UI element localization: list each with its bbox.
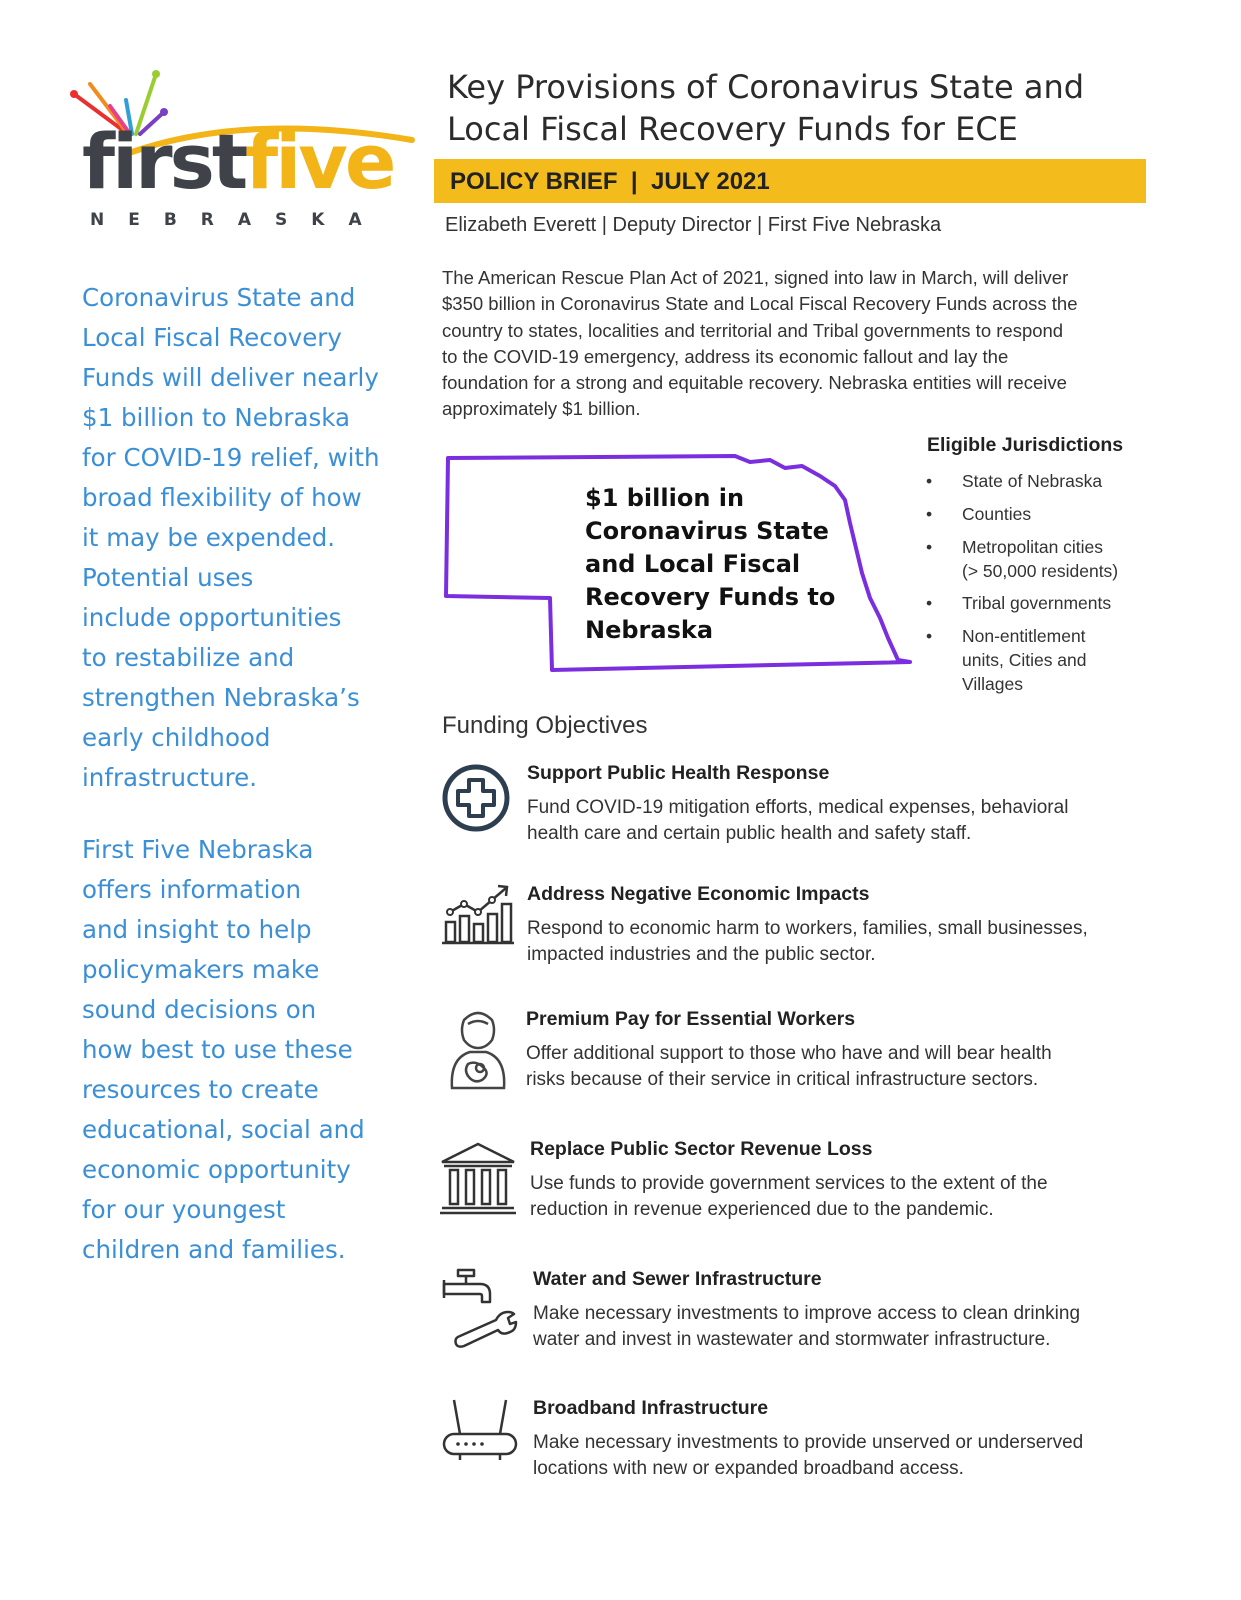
bullet: •: [926, 471, 933, 491]
logo-five: five: [245, 117, 394, 206]
objective-desc: [533, 1301, 1080, 1353]
sidebar-line: Coronavirus State and: [82, 283, 356, 312]
objective-desc-line: water and invest in wastewater and stormwater infrastructure.: [533, 1329, 1051, 1350]
jurisdiction-text: units, Cities and: [962, 650, 1087, 670]
map-text-line: and Local Fiscal: [585, 550, 801, 578]
title-line: Key Provisions of Coronavirus State and: [447, 68, 1085, 106]
objective-desc-line: health care and certain public health and safety staff.: [527, 823, 972, 844]
sidebar-line: First Five Nebraska: [82, 835, 314, 864]
sidebar-line: early childhood: [82, 723, 271, 752]
jurisdiction-item: [926, 469, 1146, 493]
sidebar-line: for COVID-19 relief, with: [82, 443, 380, 472]
sidebar-line: educational, social and: [82, 1115, 365, 1144]
bullet: •: [926, 593, 933, 613]
map-text-line: $1 billion in: [585, 484, 745, 512]
intro-line: approximately $1 billion.: [442, 398, 641, 420]
objective-desc: [533, 1430, 1083, 1482]
objective-desc-line: Respond to economic harm to workers, families, small businesses,: [527, 918, 1088, 939]
jurisdiction-text: Counties: [962, 504, 1032, 524]
logo-wordmark: [82, 117, 394, 206]
intro-line: to the COVID-19 emergency, address its economic fallout and lay the: [442, 345, 1009, 367]
objective-desc-line: Make necessary investments to improve access to clean drinking: [533, 1303, 1081, 1324]
map-text-line: Coronavirus State: [585, 517, 829, 545]
sidebar-line: and insight to help: [82, 915, 312, 944]
jurisdiction-item: [926, 591, 1146, 615]
sidebar-line: strengthen Nebraska’s: [82, 683, 360, 712]
funding-objectives-heading: Funding Objectives: [442, 712, 648, 739]
jurisdiction-text: Villages: [962, 674, 1023, 694]
intro-line: The American Rescue Plan Act of 2021, signed into law in March, will deliver: [442, 267, 1069, 288]
bullet: •: [926, 504, 933, 524]
sidebar-line: how best to use these: [82, 1035, 353, 1064]
government-building-icon: [438, 1140, 518, 1216]
objective-desc-line: reduction in revenue experienced due to the pandemic.: [530, 1199, 994, 1220]
sidebar-line: for our youngest: [82, 1195, 286, 1224]
sidebar-line: it may be expended.: [82, 523, 336, 552]
objective-title: Replace Public Sector Revenue Loss: [530, 1138, 873, 1160]
page-title: [447, 66, 1147, 150]
logo-first: first: [82, 117, 246, 206]
jurisdiction-item: [926, 624, 1146, 696]
policy-brief-label: POLICY BRIEF | JULY 2021: [450, 168, 770, 195]
first-five-logo: [68, 66, 394, 236]
sidebar-line: offers information: [82, 875, 301, 904]
objective-title: Premium Pay for Essential Workers: [526, 1008, 856, 1030]
objective-desc-line: impacted industries and the public sector.: [527, 944, 876, 965]
map-text-line: Recovery Funds to: [585, 583, 836, 611]
sidebar-line: broad flexibility of how: [82, 483, 362, 512]
sidebar-line: children and families.: [82, 1235, 346, 1264]
objective-desc-line: Make necessary investments to provide unserved or underserved: [533, 1432, 1084, 1453]
jurisdiction-item: [926, 502, 1146, 526]
sidebar-line: policymakers make: [82, 955, 320, 984]
objective-desc: [527, 795, 1068, 847]
sidebar-line: infrastructure.: [82, 763, 258, 792]
jurisdiction-text: Non-entitlement: [962, 626, 1086, 646]
bullet: •: [926, 626, 933, 646]
sidebar-line: resources to create: [82, 1075, 319, 1104]
map-callout-text: [585, 482, 865, 647]
objective-title: Support Public Health Response: [527, 762, 830, 784]
worker-icon: [446, 1008, 510, 1092]
jurisdiction-text: Tribal governments: [962, 593, 1112, 613]
sidebar-paragraph-1: [82, 278, 402, 798]
intro-paragraph: [442, 265, 1147, 423]
growth-chart-icon: [440, 882, 514, 946]
objective-desc-line: Use funds to provide government services to the extent of the: [530, 1173, 1048, 1194]
sidebar-line: Potential uses: [82, 563, 254, 592]
byline: Elizabeth Everett | Deputy Director | First Five Nebraska: [445, 214, 942, 236]
intro-line: country to states, localities and territorial and Tribal governments to respond: [442, 319, 1064, 341]
logo-subtitle: NEBRASKA: [90, 210, 386, 230]
jurisdiction-text: State of Nebraska: [962, 471, 1103, 491]
sidebar-line: economic opportunity: [82, 1155, 351, 1184]
objective-desc: [530, 1171, 1048, 1223]
sidebar-paragraph-2: [82, 830, 402, 1270]
title-line: Local Fiscal Recovery Funds for ECE: [447, 110, 1018, 148]
intro-line: foundation for a strong and equitable recovery. Nebraska entities will receive: [442, 372, 1067, 394]
bullet: •: [926, 537, 933, 557]
objective-title: Address Negative Economic Impacts: [527, 883, 870, 905]
objective-desc-line: risks because of their service in critical infrastructure sectors.: [526, 1069, 1039, 1090]
medical-cross-icon: [441, 763, 511, 833]
sidebar-line: Local Fiscal Recovery: [82, 323, 342, 352]
sidebar-line: Funds will deliver nearly: [82, 363, 379, 392]
jurisdiction-item: [926, 535, 1146, 583]
objective-desc-line: Fund COVID-19 mitigation efforts, medical expenses, behavioral: [527, 797, 1069, 818]
intro-line: $350 billion in Coronavirus State and Local Fiscal Recovery Funds across the: [442, 293, 1078, 315]
router-icon: [440, 1396, 520, 1462]
jurisdiction-text: (> 50,000 residents): [962, 561, 1119, 581]
jurisdictions-title: Eligible Jurisdictions: [927, 434, 1124, 456]
sidebar-line: to restabilize and: [82, 643, 295, 672]
sidebar-line: sound decisions on: [82, 995, 317, 1024]
objective-title: Broadband Infrastructure: [533, 1397, 769, 1419]
sidebar-line: include opportunities: [82, 603, 342, 632]
objective-desc-line: locations with new or expanded broadband access.: [533, 1458, 964, 1479]
objective-desc: [526, 1041, 1052, 1093]
objective-title: Water and Sewer Infrastructure: [533, 1268, 822, 1290]
objective-desc: [527, 916, 1088, 968]
objective-desc-line: Offer additional support to those who have and will bear health: [526, 1043, 1052, 1064]
sidebar-line: $1 billion to Nebraska: [82, 403, 351, 432]
map-text-line: Nebraska: [585, 616, 714, 644]
jurisdiction-text: Metropolitan cities: [962, 537, 1104, 557]
faucet-wrench-icon: [440, 1266, 522, 1350]
